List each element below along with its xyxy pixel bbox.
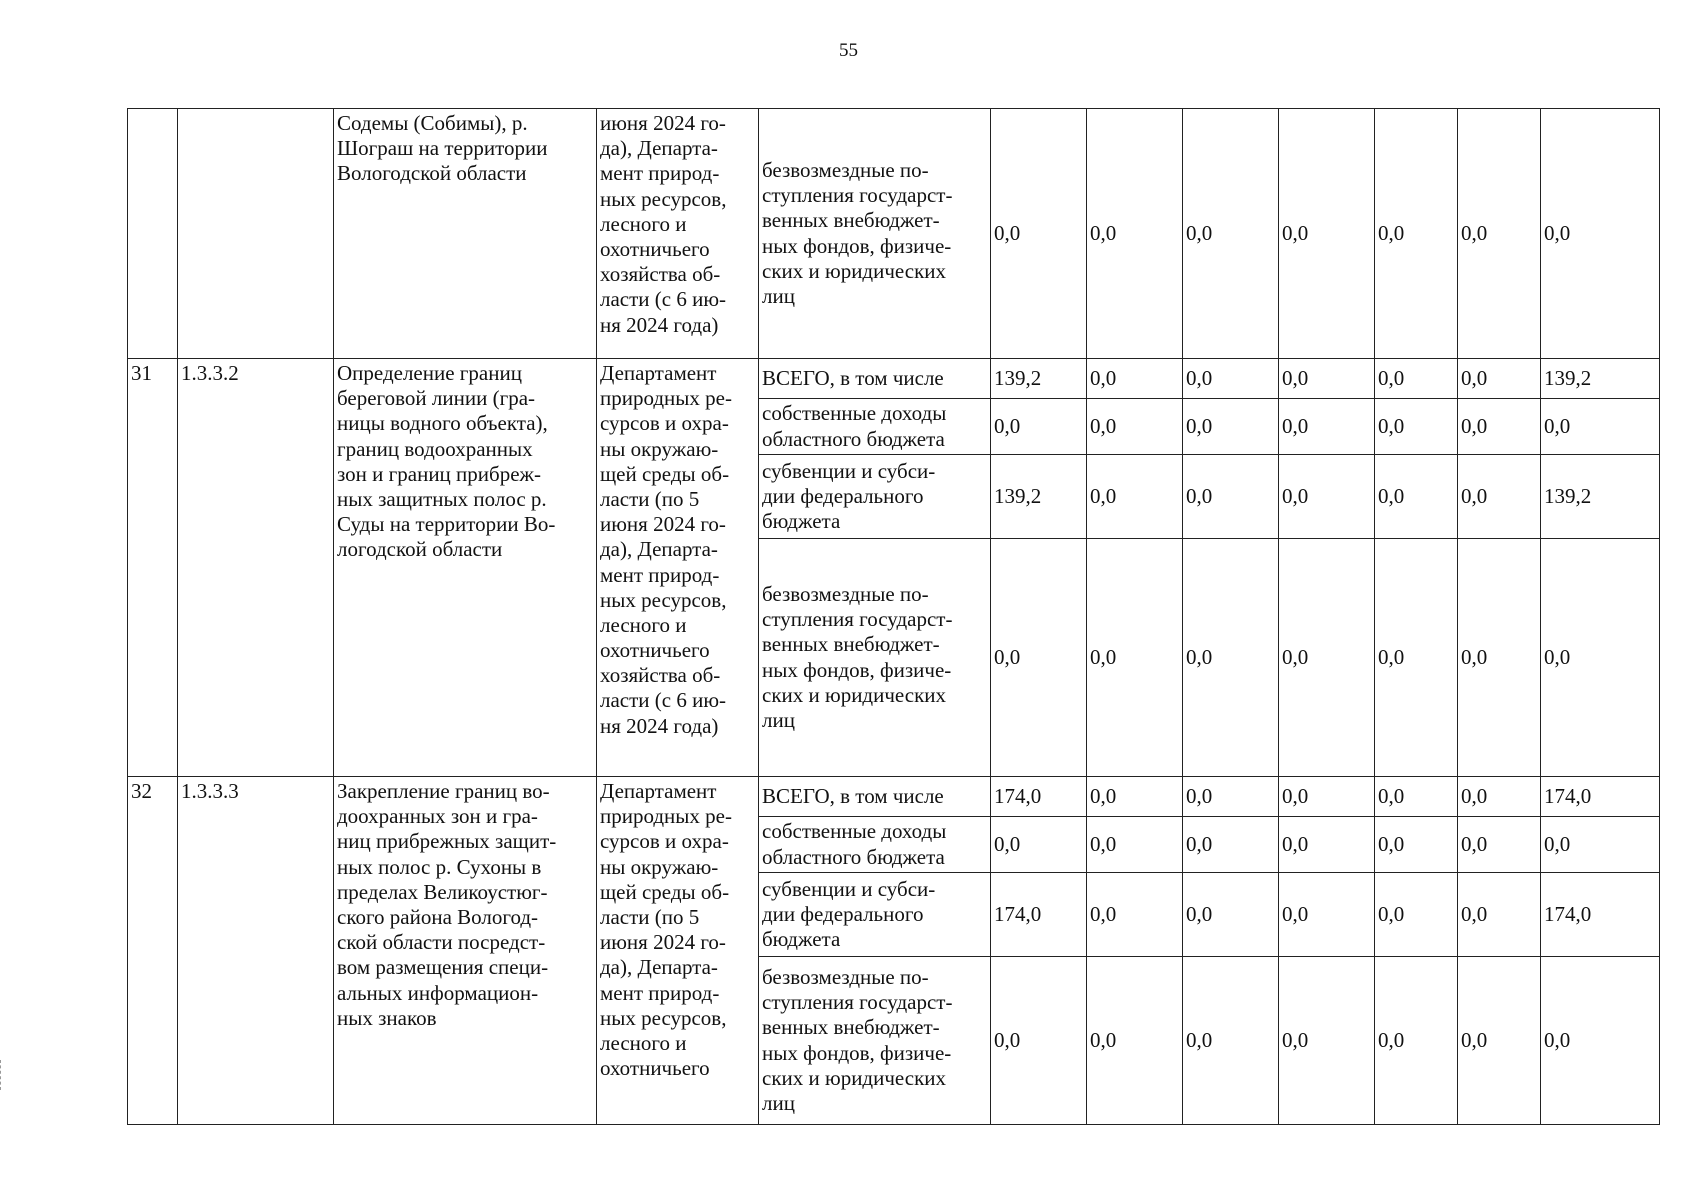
cell-num: 32 (128, 777, 178, 1125)
cell-num: 31 (128, 359, 178, 777)
cell-value: 0,0 (1087, 455, 1183, 539)
cell-value: 0,0 (1183, 539, 1279, 777)
cell-value: 0,0 (1279, 359, 1375, 399)
cell-name: Определение границ береговой линии (гра- ницы водного объекта), границ водоохранных зон и границ прибреж- ных защитных полос р. Суды на территории Во- логодской области (334, 359, 597, 777)
cell-code: 1.3.3.3 (178, 777, 334, 1125)
cell-value: 0,0 (1375, 873, 1458, 957)
cell-value: 0,0 (1375, 957, 1458, 1125)
cell-source: собственные доходы областного бюджета (759, 399, 991, 455)
cell-value: 174,0 (991, 873, 1087, 957)
cell-value: 0,0 (1183, 399, 1279, 455)
cell-value: 0,0 (1541, 109, 1660, 359)
cell-name: Закрепление границ во- доохранных зон и гра- ниц прибрежных защит- ных полос р. Сухоны в пределах Великоустюг- ского района Вологод- ской области посредст- вом размещения специ- альных информацион- ных знаков (334, 777, 597, 1125)
cell-value: 0,0 (1458, 873, 1541, 957)
cell-value: 0,0 (1541, 957, 1660, 1125)
cell-value: 0,0 (1183, 957, 1279, 1125)
cell-value: 0,0 (991, 399, 1087, 455)
cell-source: безвозмездные по- ступления государст- венных внебюджет- ных фондов, физиче- ских и юридических лиц (759, 957, 991, 1125)
cell-value: 0,0 (1375, 777, 1458, 817)
cell-executor: Департамент природных ре- сурсов и охра- ны окружаю- щей среды об- ласти (по 5 июня 2024 го- да), Департа- мент природ- ных ресурсов, лесного и охотничьего (597, 777, 759, 1125)
cell-value: 0,0 (1087, 109, 1183, 359)
cell-source: субвенции и субси- дии федерального бюджета (759, 455, 991, 539)
table-row-continuation (128, 109, 1660, 359)
table-row (128, 777, 1660, 817)
cell-value: 0,0 (1375, 109, 1458, 359)
cell-value: 0,0 (1541, 539, 1660, 777)
cell-value: 0,0 (1183, 109, 1279, 359)
cell-value: 0,0 (1087, 359, 1183, 399)
cell-value: 0,0 (1087, 873, 1183, 957)
cell-value: 0,0 (1087, 777, 1183, 817)
cell-code: 1.3.3.2 (178, 359, 334, 777)
cell-value: 0,0 (1375, 455, 1458, 539)
cell-value: 0,0 (1458, 399, 1541, 455)
cell-value: 139,2 (991, 359, 1087, 399)
cell-code (178, 109, 334, 359)
cell-value: 0,0 (1279, 817, 1375, 873)
cell-value: 0,0 (1458, 359, 1541, 399)
cell-source: ВСЕГО, в том числе (759, 777, 991, 817)
cell-value: 0,0 (1087, 957, 1183, 1125)
cell-value: 139,2 (1541, 359, 1660, 399)
cell-value: 0,0 (1279, 455, 1375, 539)
cell-value: 0,0 (1458, 455, 1541, 539)
cell-value: 0,0 (1375, 359, 1458, 399)
cell-value: 0,0 (1183, 359, 1279, 399)
cell-value: 139,2 (991, 455, 1087, 539)
page-number: 55 (839, 40, 858, 61)
cell-value: 0,0 (1183, 777, 1279, 817)
cell-source: безвозмездные по- ступления государст- венных внебюджет- ных фондов, физиче- ских и юридических лиц (759, 109, 991, 359)
cell-value: 0,0 (1375, 539, 1458, 777)
cell-value: 0,0 (1279, 539, 1375, 777)
cell-source: собственные доходы областного бюджета (759, 817, 991, 873)
cell-value: 0,0 (1087, 399, 1183, 455)
cell-value: 0,0 (1541, 817, 1660, 873)
scan-margin-mark (0, 1060, 9, 1090)
cell-value: 0,0 (1375, 817, 1458, 873)
cell-value: 0,0 (1458, 539, 1541, 777)
cell-value: 0,0 (991, 539, 1087, 777)
cell-value: 174,0 (1541, 873, 1660, 957)
cell-name: Содемы (Собимы), р. Шограш на территории Вологодской области (334, 109, 597, 359)
cell-value: 0,0 (1458, 957, 1541, 1125)
budget-table (127, 108, 1660, 1125)
cell-value: 0,0 (1375, 399, 1458, 455)
cell-source: субвенции и субси- дии федерального бюджета (759, 873, 991, 957)
cell-value: 0,0 (1183, 873, 1279, 957)
cell-value: 0,0 (1183, 817, 1279, 873)
cell-num (128, 109, 178, 359)
cell-value: 0,0 (1458, 777, 1541, 817)
cell-value: 0,0 (991, 817, 1087, 873)
cell-executor: июня 2024 го- да), Департа- мент природ- ных ресурсов, лесного и охотничьего хозяйства об- ласти (с 6 ию- ня 2024 года) (597, 109, 759, 359)
cell-value: 0,0 (991, 109, 1087, 359)
cell-value: 0,0 (1279, 873, 1375, 957)
cell-source: ВСЕГО, в том числе (759, 359, 991, 399)
cell-value: 0,0 (1087, 539, 1183, 777)
cell-value: 0,0 (1183, 455, 1279, 539)
cell-value: 0,0 (1279, 399, 1375, 455)
cell-value: 0,0 (1458, 109, 1541, 359)
cell-value: 0,0 (1541, 399, 1660, 455)
cell-source: безвозмездные по- ступления государст- венных внебюджет- ных фондов, физиче- ских и юридических лиц (759, 539, 991, 777)
cell-value: 174,0 (991, 777, 1087, 817)
cell-value: 139,2 (1541, 455, 1660, 539)
cell-value: 174,0 (1541, 777, 1660, 817)
cell-value: 0,0 (1279, 777, 1375, 817)
cell-executor: Департамент природных ре- сурсов и охра- ны окружаю- щей среды об- ласти (по 5 июня 2024 го- да), Департа- мент природ- ных ресурсов, лесного и охотничьего хозяйства об- ласти (с 6 ию- ня 2024 года) (597, 359, 759, 777)
cell-value: 0,0 (991, 957, 1087, 1125)
cell-value: 0,0 (1279, 109, 1375, 359)
cell-value: 0,0 (1087, 817, 1183, 873)
cell-value: 0,0 (1279, 957, 1375, 1125)
cell-value: 0,0 (1458, 817, 1541, 873)
table-row (128, 359, 1660, 399)
